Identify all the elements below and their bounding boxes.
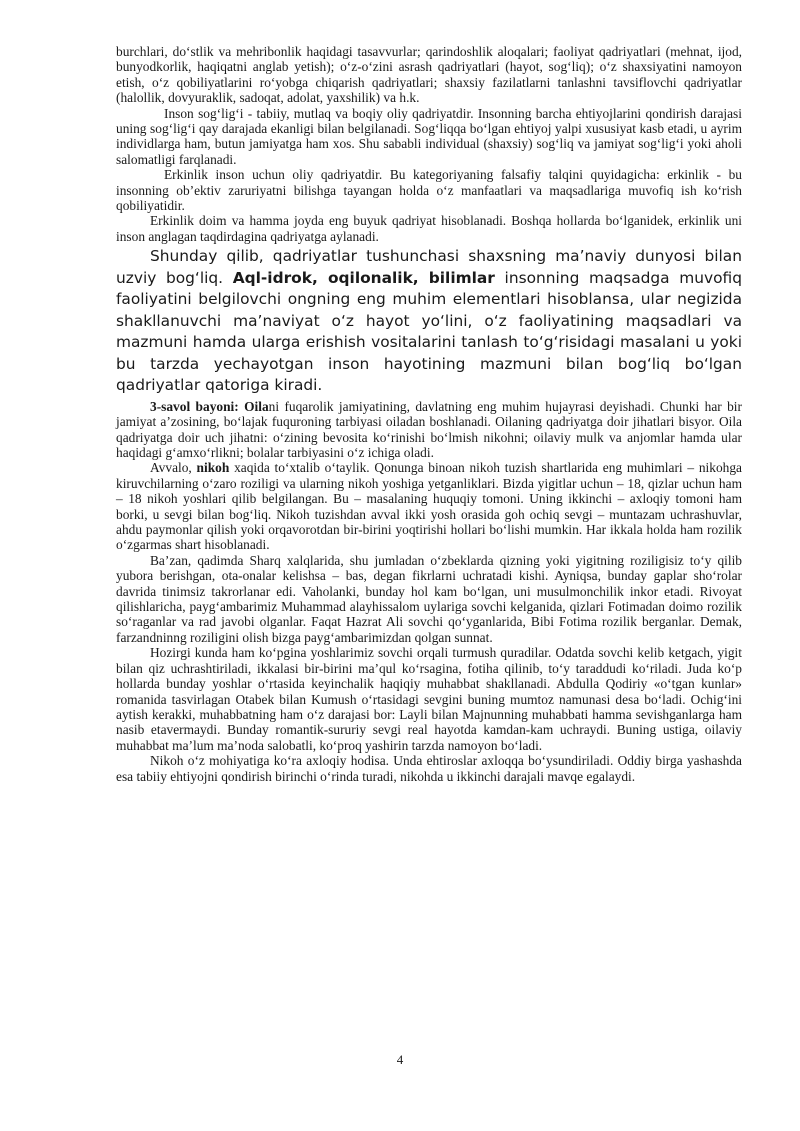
paragraph-question-3-family	[116, 399, 742, 461]
paragraph-summary	[116, 246, 742, 397]
paragraph-text: Shunday qilib, qadriyatlar tushunchasi shaxsning ma’naviy dunyosi bilan uzviy bog‘liq.	[116, 247, 742, 287]
paragraph-matchmaking	[116, 645, 742, 753]
paragraph-text: Nikoh o‘z mohiyatiga ko‘ra axloqiy hodisa. Unda ehtiroslar axloqqa bo‘ysundiriladi. Oddiy birga yashashda esa tabiiy ehtiyojni qondirish birinchi o‘rinda turadi, nikohda u ikkinchi darajali mavqe egalaydi.	[116, 753, 742, 784]
bold-term: Aql-idrok, oqilonalik, bilimlar	[232, 268, 495, 287]
paragraph-marriage-ethics	[116, 753, 742, 784]
paragraph-text: insonning maqsadga muvofiq faoliyatini belgilovchi ongning eng muhim elementlari hisoblansa, ular negizida shakllanuvchi ma’naviyat o‘z hayot yo‘lini, o‘z faoliyatining maqsadlari va mazmuni hamda ularga erishish vositalarini tanlash to‘g‘risidagi masalani u yoki bu tarzda yechayotgan inson hayotining mazmuni bilan bog‘liq bo‘lgan qadriyatlar qatoriga kiradi.	[116, 268, 742, 395]
paragraph-text: burchlari, do‘stlik va mehribonlik haqidagi tasavvurlar; qarindoshlik aloqalari; faoliyat qadriyatlari (mehnat, ijod, bunyodkorlik, haqiqatni anglab yetish); o‘z-o‘zini asrash qadriyatlari (hayot, sog‘liq); o‘z shaxsiyatini namoyon etish, o‘z qobiliyatlarini ro‘yobga chiqarish qadriyatlari; shaxsiy fazilatlarni tanlashni tavsiflovchi qadriyatlar (halollik, dovyuraklik, sadoqat, adolat, yaxshilik) va h.k.	[116, 44, 742, 106]
paragraph-freedom-value	[116, 213, 742, 244]
paragraph-marriage	[116, 460, 742, 552]
paragraph-freedom-definition	[116, 167, 742, 213]
paragraph-text: Inson sog‘lig‘i - tabiiy, mutlaq va boqiy oliy qadriyatdir. Insonning barcha ehtiyojlarini qondirish darajasi uning sog‘lig‘i qay darajada ekanligi bilan belgilanadi. Sog‘liqqa bo‘lgan ehtiyoj yalpi xususiyat kasb etadi, u ayrim individlarga ham, butun jamiyatga ham xos. Shu sababli individual (shaxsiy) sog‘liq va jamiyat sog‘lig‘i yoki aholi salomatligi farqlanadi.	[116, 105, 742, 167]
paragraph-text: Erkinlik doim va hamma joyda eng buyuk qadriyat hisoblanadi. Boshqa hollarda bo‘lganidek, erkinlik uni inson anglagan taqdirdagina qadriyatga aylanadi.	[116, 213, 742, 244]
paragraph-text: ni fuqarolik jamiyatining, davlatning eng muhim hujayrasi deyishadi. Chunki har bir jamiyat a’zosining, bo‘lajak fuquroning tarbiyasi oiladan boshlanadi. Oilaning qadriyatga doir jihatlari bisyor. Oila qadriyatga doir uch jihatni: o‘zining bevosita ko‘rinishi bo‘lmish nikohni; oilaviy mulk va anjomlar hamda ular haqidagi g‘amxo‘rlikni; bolalar tarbiyasini o‘z ichiga oladi.	[116, 398, 742, 460]
document-page	[116, 44, 742, 784]
paragraph-text: xaqida to‘xtalib o‘taylik. Qonunga binoan nikoh tuzish shartlarida eng muhimlari – nikohga kiruvchilarning o‘zaro roziligi va ularning nikoh yoshiga yetganliklari. Bizda yigitlar uchun – 18, qizlar uchun ham – 18 nikoh yoshlari qilib belgilangan. Bu – masalaning huquqiy tomoni. Uning ikkinchi – axloqiy tomoni ham borki, u sevgi bilan bog‘liq. Nikoh tuzishdan avval ikki yosh orasida goh ochiq sevgi – muntazam uchrashuvlar, ahdu paymonlar qilish yoki orqavorotdan bir-birini yoqtirishi hollari bo‘lishi mumkin. Har ikkala holda ham rozilik o‘zgarmas shart hisoblanadi.	[116, 460, 742, 553]
bold-term: nikoh	[196, 460, 230, 476]
section-heading: 3-savol bayoni: Oila	[150, 398, 269, 414]
paragraph-text: Erkinlik inson uchun oliy qadriyatdir. Bu kategoriyaning falsafiy talqini quyidagicha: erkinlik - bu insonning ob’ektiv zaruriyatni bilishga tayangan holda o‘z manfaatlari va maqsadlariga muvofiq ish ko‘rish qobiliyatidir.	[116, 167, 742, 214]
paragraph-health	[116, 106, 742, 168]
paragraph-tradition	[116, 553, 742, 645]
paragraph-text: Hozirgi kunda ham ko‘pgina yoshlarimiz sovchi orqali turmush quradilar. Odatda sovchi kelib ketgach, yigit bilan qiz uchrashtiriladi, ikkalasi bir-birini ma’qul ko‘rsagina, fotiha qilinib, to‘y taraddudi ko‘riladi. Juda ko‘p hollarda bunday yoshlar o‘rtasida keyinchalik haqiqiy muhabbat shakllanadi. Abdulla Qodiriy «o‘tgan kunlar» romanida tasvirlagan Otabek bilan Kumush o‘rtasidagi sevgini buning mumtoz namunasi desa bo‘ladi. Ochig‘ini aytish kerakki, muhabbatning ham o‘z darajasi bor: Layli bilan Majnunning muhabbati hamma sevishganlarga ham nasib etavermaydi. Bunday romantik-sururiy sevgi real hayotda kamdan-kam uchraydi. Buning ustiga, oilaviy muhabbat ma’lum ma’noda salobatli, ko‘proq yashirin tarzda namoyon bo‘ladi.	[116, 645, 742, 753]
paragraph-text: Ba’zan, qadimda Sharq xalqlarida, shu jumladan o‘zbeklarda qizning yoki yigitning roziligisiz to‘y qilib yubora berishgan, ota-onalar kelishsa – bas, degan fikrlarni uchratadi kishi. Ayniqsa, bunday gaplar sho‘rolar davrida tinimsiz takrorlanar edi. Vaholanki, bunday hol kam bo‘lgan, uni musulmonchilik inkor etadi. Rivoyat qilishlaricha, payg‘ambarimiz Muhammad alayhissalom uylariga sovchi kelganida, qizlari Fotimadan doimo rozilik so‘raganlar va rad javobi olganlar. Faqat Hazrat Ali sovchi qo‘yganlarida, Bibi Fotima rozilik berganlar. Demak, farzandninng roziligini olish bizga payg‘ambarimizdan qolgan sunnat.	[116, 552, 742, 645]
page-number: 4	[396, 1052, 404, 1067]
paragraph-values-list	[116, 44, 742, 106]
paragraph-text: Avvalo,	[150, 460, 197, 476]
